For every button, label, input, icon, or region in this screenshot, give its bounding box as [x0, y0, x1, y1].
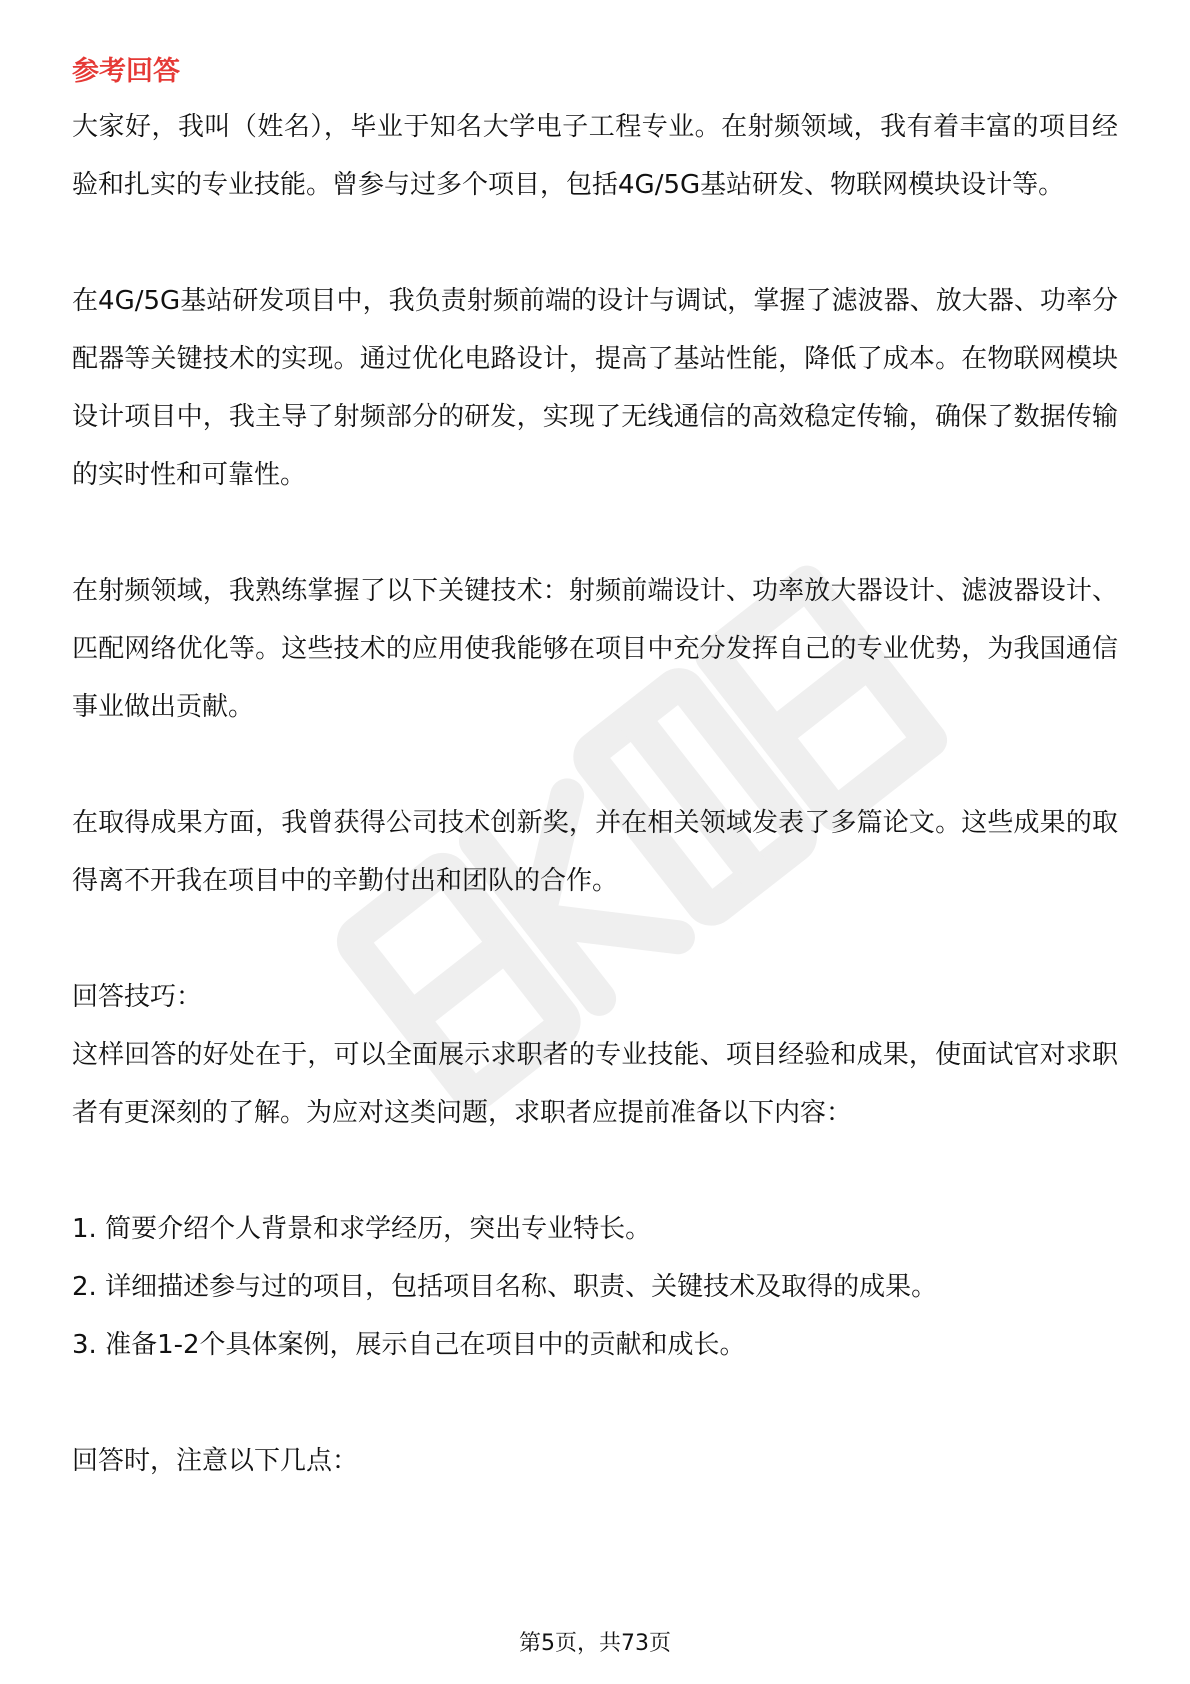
main-content	[72, 46, 1118, 1490]
notes-title: 回答时，注意以下几点：	[72, 1446, 359, 1476]
spacer	[72, 910, 1118, 968]
intro-paragraph: 大家好，我叫（姓名），毕业于知名大学电子工程专业。在射频领域，我有着丰富的项目经验和扎实的专业技能。曾参与过多个项目，包括4G/5G基站研发、物联网模块设计等。	[72, 112, 1118, 200]
list-item: 1. 简要介绍个人背景和求学经历，突出专业特长。	[72, 1214, 652, 1244]
skills-paragraph: 在射频领域，我熟练掌握了以下关键技术：射频前端设计、功率放大器设计、滤波器设计、匹配网络优化等。这些技术的应用使我能够在项目中充分发挥自己的专业优势，为我国通信事业做出贡献。	[72, 576, 1118, 722]
spacer	[72, 736, 1118, 794]
tips-title: 回答技巧：	[72, 982, 203, 1012]
list-item: 2. 详细描述参与过的项目，包括项目名称、职责、关键技术及取得的成果。	[72, 1272, 938, 1302]
achievements-paragraph: 在取得成果方面，我曾获得公司技术创新奖，并在相关领域发表了多篇论文。这些成果的取得离不开我在项目中的辛勤付出和团队的合作。	[72, 808, 1118, 896]
projects-paragraph: 在4G/5G基站研发项目中，我负责射频前端的设计与调试，掌握了滤波器、放大器、功率分配器等关键技术的实现。通过优化电路设计，提高了基站性能，降低了成本。在物联网模块设计项目中，我主导了射频部分的研发，实现了无线通信的高效稳定传输，确保了数据传输的实时性和可靠性。	[72, 286, 1118, 490]
tips-paragraph: 这样回答的好处在于，可以全面展示求职者的专业技能、项目经验和成果，使面试官对求职者有更深刻的了解。为应对这类问题，求职者应提前准备以下内容：	[72, 1040, 1118, 1128]
spacer	[72, 214, 1118, 272]
list-item: 3. 准备1-2个具体案例，展示自己在项目中的贡献和成长。	[72, 1330, 746, 1360]
spacer	[72, 1142, 1118, 1200]
section-heading: 参考回答	[72, 56, 180, 87]
spacer	[72, 504, 1118, 562]
spacer	[72, 1374, 1118, 1432]
page-number: 第5页，共73页	[519, 1631, 671, 1656]
